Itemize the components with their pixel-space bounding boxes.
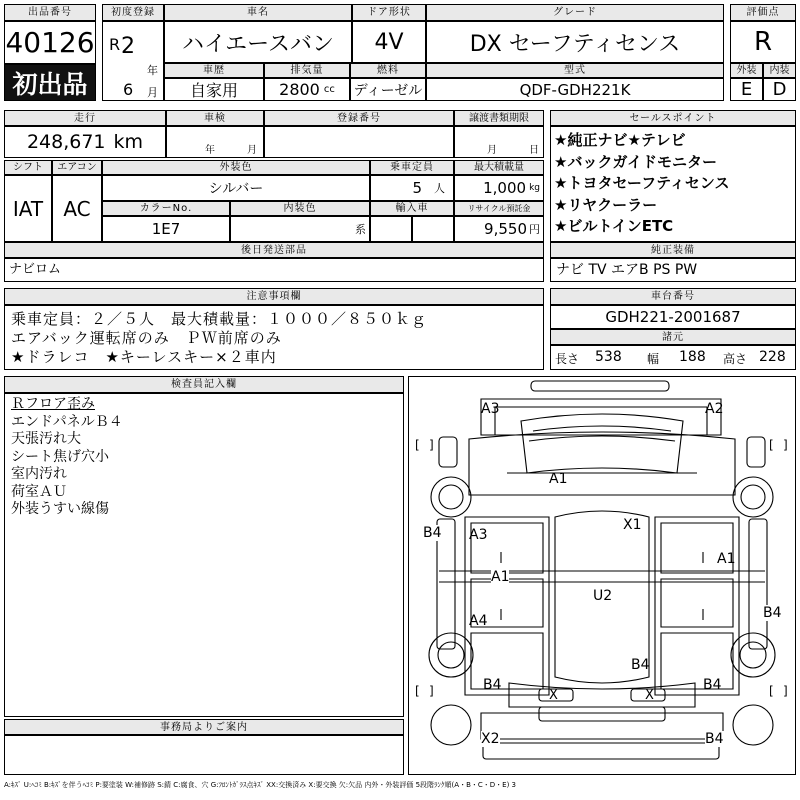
shift: IAT <box>4 175 52 242</box>
sales-points-list <box>550 126 796 242</box>
displacement-unit: cc <box>323 84 335 95</box>
seating: 5 <box>412 179 422 197</box>
damage-mark: A2 <box>705 401 724 417</box>
color-no: 1E7 <box>102 216 230 242</box>
height: 228 <box>759 349 786 365</box>
later-parts-header: 後日発送部品 <box>4 242 544 258</box>
sales-point: ★ビルトインETC <box>554 217 674 235</box>
damage-mark: A1 <box>549 471 568 487</box>
damage-mark: B4 <box>703 677 722 693</box>
later-parts: ナビロム <box>4 258 544 282</box>
max-load-unit: kg <box>529 183 540 193</box>
fuel-header: 燃料 <box>350 63 426 78</box>
svg-text:[: [ <box>415 684 420 698</box>
seating-header: 乗車定員 <box>370 160 454 175</box>
note-line: 乗車定員：２／５人 最大積載量：１０００／８５０ｋｇ <box>11 310 428 328</box>
damage-mark: X <box>549 688 558 703</box>
model-header: 型式 <box>426 63 724 78</box>
inspector-line: 外装うすい線傷 <box>11 501 109 517</box>
displacement: 2800 <box>279 80 320 99</box>
legend: A:ｷｽﾞ U:ﾍｺﾐ B:ｷｽﾞを伴うﾍｺﾐ P:要塗装 W:補修跡 S:錆 C:腐食、穴 G:ﾌﾛﾝﾄｶﾞﾗｽ点ｷｽﾞ XX:交換済み X:要交換 欠:欠品 内外・外装評価 5段階ﾗﾝｸ順(A・B・C・D・E) 3 <box>4 781 516 789</box>
transfer-box <box>454 126 544 158</box>
inspector-line: 荷室ＡＵ <box>11 483 67 500</box>
inspector-line: 天張汚れ大 <box>11 431 81 447</box>
sales-point: ★リヤクーラー <box>554 195 658 214</box>
aircon: AC <box>52 175 102 242</box>
inspector-line: エンドパネルＢ４ <box>11 413 123 430</box>
damage-diagram-frame <box>408 376 796 775</box>
interior-color-unit: 系 <box>230 216 370 242</box>
inspector-header: 検査員記入欄 <box>4 376 404 393</box>
registration <box>264 126 454 158</box>
damage-mark: B4 <box>483 677 502 693</box>
int-score: D <box>763 78 796 101</box>
first-reg-month: 6 <box>123 80 134 99</box>
history-header: 車歴 <box>164 63 264 78</box>
equipment-header: 純正装備 <box>550 242 796 258</box>
transfer-header: 譲渡書類期限 <box>454 110 544 126</box>
seating-unit: 人 <box>434 182 445 195</box>
note-line: エアバック運転席のみ ＰＷ前席のみ <box>11 329 282 347</box>
inspector-body <box>4 393 404 717</box>
damage-mark: X <box>645 688 654 703</box>
sales-points-header: セールスポイント <box>550 110 796 126</box>
svg-text:[: [ <box>769 438 774 452</box>
recycle-unit: 円 <box>529 223 540 236</box>
svg-text:]: ] <box>429 684 434 698</box>
ext-score-header: 外装 <box>730 63 763 78</box>
damage-mark: U2 <box>593 588 613 604</box>
first-reg-header: 初度登録 <box>102 4 164 21</box>
max-load: 1,000 <box>483 179 527 197</box>
damage-mark: B4 <box>423 525 442 541</box>
recycle-header: リサイクル預託金 <box>454 201 544 216</box>
car-name-header: 車名 <box>164 4 352 21</box>
score-value: R <box>730 21 796 63</box>
mileage-unit: km <box>113 131 144 153</box>
lot-number-header: 出品番号 <box>4 4 96 21</box>
aircon-header: エアコン <box>52 160 102 175</box>
chassis-header: 車台番号 <box>550 288 796 305</box>
svg-text:]: ] <box>429 438 434 452</box>
recycle: 9,550 <box>484 220 527 238</box>
car-name: ハイエースバン <box>164 21 352 63</box>
length: 538 <box>595 349 622 365</box>
dimensions-row <box>550 345 796 370</box>
equipment: ナビ TV エアB PS PW <box>550 258 796 282</box>
width: 188 <box>679 349 706 365</box>
svg-text:]: ] <box>783 438 788 452</box>
import-cell-1 <box>370 216 412 242</box>
damage-mark: A1 <box>717 551 736 567</box>
svg-text:[: [ <box>769 684 774 698</box>
damage-mark: A1 <box>491 569 510 585</box>
first-reg-box <box>102 21 164 101</box>
width-label: 幅 <box>647 352 660 366</box>
first-reg-year: 2 <box>121 34 135 59</box>
damage-mark: A3 <box>469 527 488 543</box>
chassis-number: GDH221-2001687 <box>550 305 796 329</box>
ext-score: E <box>730 78 763 101</box>
registration-header: 登録番号 <box>264 110 454 126</box>
shift-header: シフト <box>4 160 52 175</box>
damage-mark: B4 <box>705 731 724 747</box>
office-body <box>4 735 404 775</box>
damage-mark: X2 <box>481 731 500 747</box>
import-cell-2 <box>412 216 454 242</box>
damage-mark: B4 <box>631 657 650 673</box>
model: QDF-GDH221K <box>426 78 724 101</box>
note-line: ★ドラレコ ★キーレスキー×２車内 <box>11 348 277 366</box>
inspection-year-unit: 年 <box>205 145 215 156</box>
mileage-cell <box>4 126 166 158</box>
inspection-header: 車検 <box>166 110 264 126</box>
damage-mark: A4 <box>469 613 488 629</box>
grade-header: グレード <box>426 4 724 21</box>
damage-mark: X1 <box>623 517 642 533</box>
height-label: 高さ <box>723 352 748 366</box>
max-load-header: 最大積載量 <box>454 160 544 175</box>
notes-body <box>4 305 544 370</box>
first-listing-badge: 初出品 <box>4 64 96 101</box>
fuel: ディーゼル <box>350 78 426 101</box>
mileage: 248,671 <box>26 131 106 153</box>
notes-header: 注意事項欄 <box>4 288 544 305</box>
exterior-color-header: 外装色 <box>102 160 370 175</box>
lot-number: 40126 <box>4 21 96 64</box>
import-header: 輸入車 <box>370 201 454 216</box>
inspector-line: Ｒフロア歪み <box>11 396 95 412</box>
sales-point: ★バックガイドモニター <box>554 152 717 171</box>
sales-point: ★純正ナビ★テレビ <box>554 131 686 149</box>
first-reg-era: R <box>109 35 121 54</box>
svg-text:[: [ <box>415 438 420 452</box>
first-reg-month-unit: 月 <box>147 86 158 99</box>
inspector-line: 室内汚れ <box>11 466 67 482</box>
damage-diagram <box>409 377 795 774</box>
interior-color-header: 内装色 <box>230 201 370 216</box>
door-header: ドア形状 <box>352 4 426 21</box>
transfer-month-unit: 月 <box>487 145 497 156</box>
svg-text:]: ] <box>783 684 788 698</box>
office-header: 事務局よりご案内 <box>4 719 404 735</box>
int-score-header: 内装 <box>763 63 796 78</box>
first-reg-year-unit: 年 <box>147 64 158 77</box>
recycle-cell <box>454 216 544 242</box>
seating-cell <box>370 175 454 201</box>
displacement-header: 排気量 <box>264 63 350 78</box>
history: 自家用 <box>164 78 264 101</box>
grade: DX セーフティセンス <box>426 21 724 63</box>
mileage-header: 走行 <box>4 110 166 126</box>
inspection-box <box>166 126 264 158</box>
damage-mark: A3 <box>481 401 500 417</box>
damage-mark: B4 <box>763 605 782 621</box>
displacement-cell <box>264 78 350 101</box>
dimensions-header: 諸元 <box>550 329 796 345</box>
transfer-day-unit: 日 <box>529 145 539 156</box>
door-type: 4V <box>352 21 426 63</box>
max-load-cell <box>454 175 544 201</box>
inspection-month-unit: 月 <box>247 145 257 156</box>
sales-point: ★トヨタセーフティセンス <box>554 174 730 192</box>
exterior-color: シルバー <box>102 175 370 201</box>
length-label: 長さ <box>555 352 580 366</box>
inspector-line: シート焦げ穴小 <box>11 448 109 465</box>
score-header: 評価点 <box>730 4 796 21</box>
color-no-header: カラーNo. <box>102 201 230 216</box>
